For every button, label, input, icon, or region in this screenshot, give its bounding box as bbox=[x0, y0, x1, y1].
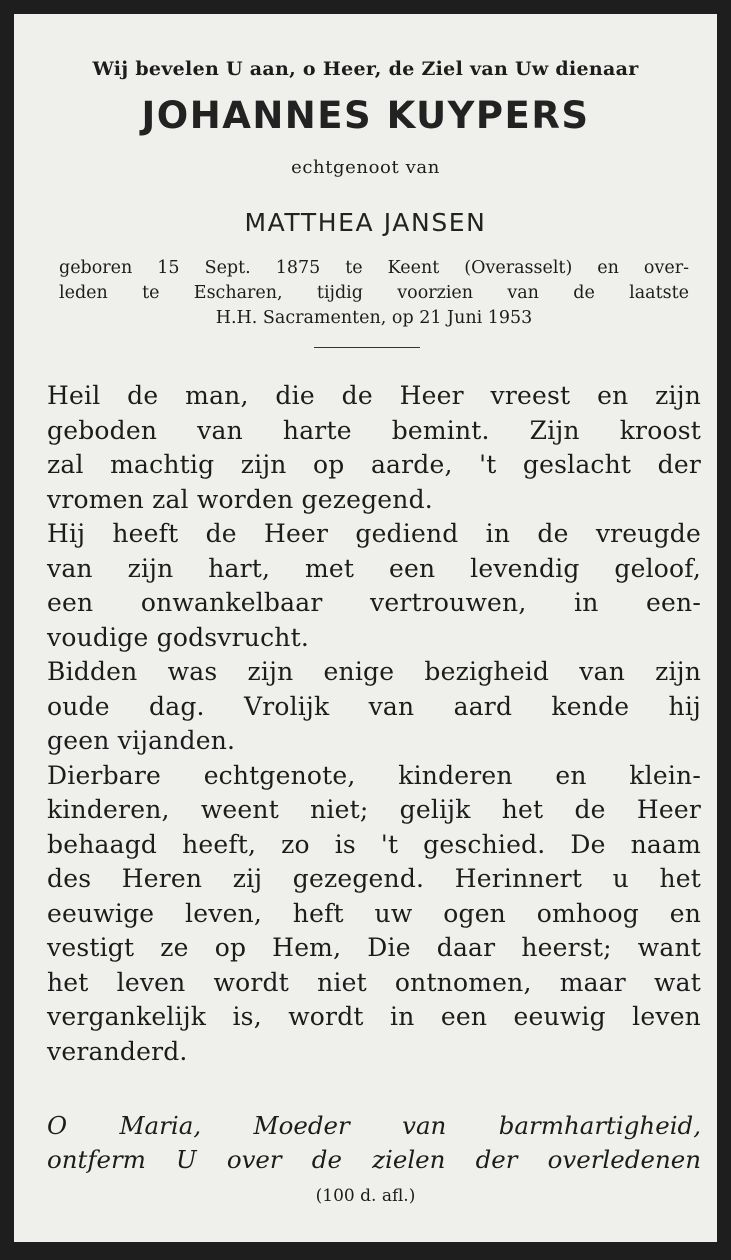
indulgence-note: (100 d. afl.) bbox=[315, 1186, 416, 1206]
verse-line: kinderen, weent niet; gelijk het de Heer bbox=[47, 795, 701, 824]
verse-line: voudige godsvrucht. bbox=[47, 622, 309, 652]
verse-line: geboden van harte bemint. Zijn kroost bbox=[47, 415, 701, 445]
verse-line: Heil de man, die de Heer vreest en zijn bbox=[47, 381, 701, 410]
verse-line: Dierbare echtgenote, kinderen en klein- bbox=[47, 760, 701, 790]
intro-text: Wij bevelen U aan, o Heer, de Ziel van Uw dienaar bbox=[92, 58, 639, 80]
deceased-name: JOHANNES KUYPERS bbox=[141, 94, 590, 137]
prayer-line: ontferm U over de zielen der overledenen bbox=[47, 1145, 701, 1174]
verse-line: behaagd heeft, zo is 't geschied. De naam bbox=[47, 829, 701, 859]
spouse-name: MATTHEA JANSEN bbox=[244, 208, 487, 237]
divider bbox=[314, 347, 420, 348]
spouse-label: echtgenoot van bbox=[291, 157, 440, 178]
verse-line: vromen zal worden gezegend. bbox=[47, 484, 433, 514]
verse-line: een onwankelbaar vertrouwen, in een- bbox=[47, 588, 701, 617]
verse-line: vergankelijk is, wordt in een eeuwig leven bbox=[47, 1002, 701, 1031]
verse-line: zal machtig zijn op aarde, 't geslacht der bbox=[47, 450, 701, 479]
verse-line: des Heren zij gezegend. Herinnert u het bbox=[47, 864, 701, 893]
bio-line: leden te Escharen, tijdig voorzien van de laatste bbox=[59, 283, 689, 303]
prayer-line: O Maria, Moeder van barmhartigheid, bbox=[47, 1111, 701, 1140]
verse-line: vestigt ze op Hem, Die daar heerst; want bbox=[47, 933, 701, 962]
verse-line: van zijn hart, met een levendig geloof, bbox=[47, 553, 701, 583]
verse-line: Hij heeft de Heer gediend in de vreugde bbox=[47, 519, 701, 548]
verse-line: geen vijanden. bbox=[47, 726, 236, 755]
verse-line: veranderd. bbox=[47, 1036, 188, 1066]
verse-line: oude dag. Vrolijk van aard kende hij bbox=[47, 691, 701, 721]
memorial-card bbox=[14, 14, 717, 1242]
bio-line: geboren 15 Sept. 1875 te Keent (Overasselt) en over- bbox=[59, 258, 689, 278]
verse-line: eeuwige leven, heft uw ogen omhoog en bbox=[47, 898, 701, 928]
bio-line: H.H. Sacramenten, op 21 Juni 1953 bbox=[215, 308, 533, 328]
verse-line: Bidden was zijn enige bezigheid van zijn bbox=[47, 657, 701, 686]
verse-line: het leven wordt niet ontnomen, maar wat bbox=[47, 967, 701, 997]
